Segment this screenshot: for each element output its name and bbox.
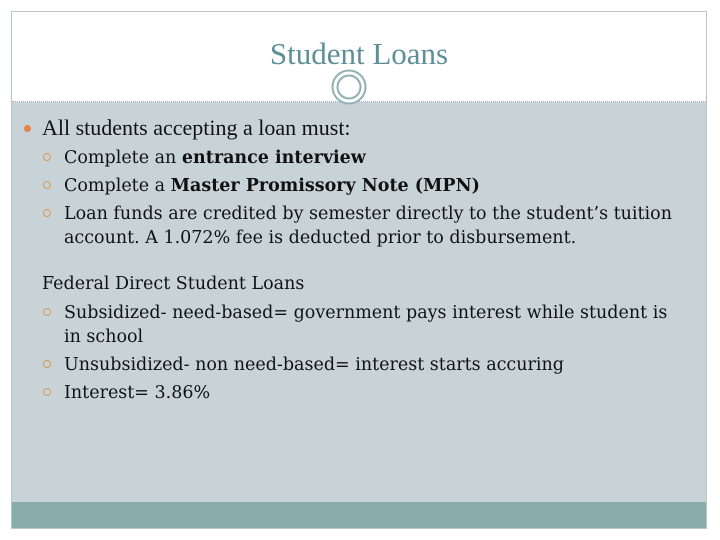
slide-title: Student Loans	[269, 36, 449, 71]
bullet-ring-icon	[43, 388, 51, 396]
intro-text: All students accepting a loan must:	[42, 115, 351, 140]
decorative-ring-icon	[331, 69, 367, 105]
loan-type-item	[24, 353, 679, 377]
bullet-ring-icon	[43, 360, 51, 368]
bullet-dot-icon	[24, 125, 31, 132]
loan-type-item	[24, 381, 679, 405]
footer-band	[12, 502, 706, 529]
requirement-prefix: Complete a	[64, 176, 171, 196]
loan-type-item	[24, 301, 679, 349]
bullet-ring-icon	[43, 181, 51, 189]
requirement-bold: entrance interview	[181, 148, 366, 168]
bullet-ring-icon	[43, 153, 51, 161]
loan-type-text: Interest= 3.86%	[64, 383, 211, 403]
bullet-ring-icon	[43, 209, 51, 217]
bullet-ring-icon	[43, 308, 51, 316]
requirement-item	[24, 202, 679, 250]
requirement-text: Loan funds are credited by semester directly to the student’s tuition account. A 1.072% fee is deducted prior to disbursement.	[64, 204, 672, 248]
requirement-prefix: Complete an	[64, 148, 182, 168]
requirement-bold: Master Promissory Note (MPN)	[170, 176, 480, 196]
section-heading: Federal Direct Student Loans	[42, 274, 305, 294]
requirement-item	[24, 174, 679, 198]
loan-type-text: Subsidized- need-based= government pays interest while student is in school	[64, 303, 668, 347]
slide-body	[24, 113, 679, 409]
loan-type-text: Unsubsidized- non need-based= interest starts accuring	[64, 355, 564, 375]
requirement-item	[24, 146, 679, 170]
intro-bullet	[24, 113, 679, 143]
